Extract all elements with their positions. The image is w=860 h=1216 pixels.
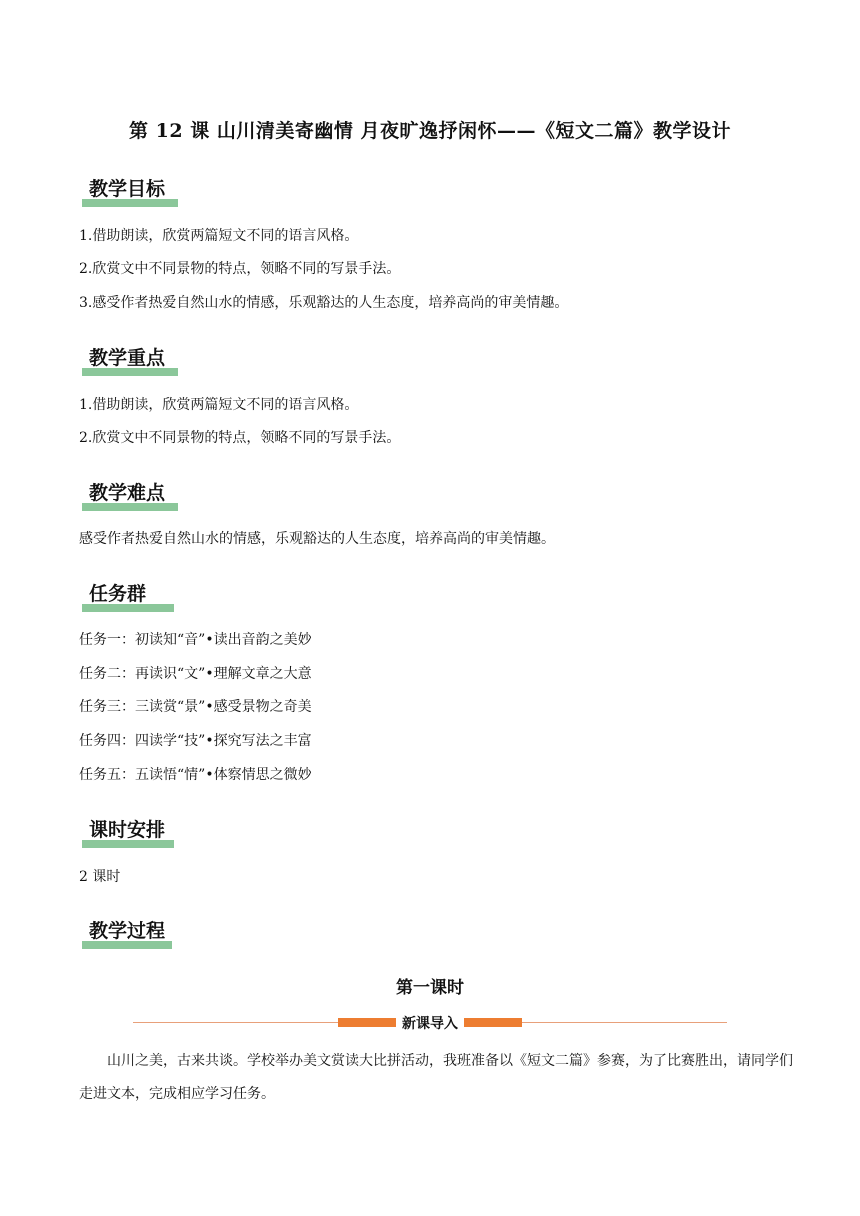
section-heading-label: 教学过程 — [89, 920, 166, 942]
objective-item: 1.借助朗读，欣赏两篇短文不同的语言风格。 — [79, 228, 359, 244]
key-point-item: 1.借助朗读，欣赏两篇短文不同的语言风格。 — [79, 397, 359, 413]
task-item: 任务三：三读赏“景”•感受景物之奇美 — [79, 699, 312, 715]
section-heading-schedule — [82, 818, 174, 848]
section-heading-tasks — [82, 582, 174, 612]
section-heading-label: 课时安排 — [89, 819, 166, 841]
section-heading-label: 任务群 — [89, 583, 147, 605]
schedule-item: 2 课时 — [79, 869, 121, 885]
intro-paragraph: 山川之美，古来共谈。学校举办美文赏读大比拼活动，我班准备以《短文二篇》参赛，为了比赛胜出，请同学们走进文本，完成相应学习任务。 — [79, 1053, 793, 1102]
task-item: 任务二：再读识“文”•理解文章之大意 — [79, 666, 312, 682]
section-heading-label: 教学重点 — [89, 347, 166, 369]
objective-item: 2.欣赏文中不同景物的特点，领略不同的写景手法。 — [79, 261, 401, 277]
section-heading-label: 教学难点 — [89, 482, 166, 504]
document-title: 第 12 课 山川清美寄幽情 月夜旷逸抒闲怀——《短文二篇》教学设计 — [129, 120, 731, 142]
section-heading-difficulties — [82, 481, 178, 511]
task-item: 任务五：五读悟“情”•体察情思之微妙 — [79, 767, 312, 783]
task-item: 任务一：初读知“音”•读出音韵之美妙 — [79, 632, 312, 648]
section-heading-objectives — [82, 177, 178, 207]
lesson-title: 第一课时 — [396, 978, 464, 998]
objective-item: 3.感受作者热爱自然山水的情感，乐观豁达的人生态度，培养高尚的审美情趣。 — [79, 295, 569, 311]
section-heading-key-points — [82, 346, 178, 376]
difficulty-item: 感受作者热爱自然山水的情感，乐观豁达的人生态度，培养高尚的审美情趣。 — [79, 531, 555, 547]
task-item: 任务四：四读学“技”•探究写法之丰富 — [79, 733, 312, 749]
section-heading-label: 教学目标 — [89, 178, 166, 200]
subheading-new-lesson-intro: 新课导入 — [402, 1016, 458, 1032]
key-point-item: 2.欣赏文中不同景物的特点，领略不同的写景手法。 — [79, 430, 401, 446]
section-heading-process — [82, 919, 172, 949]
